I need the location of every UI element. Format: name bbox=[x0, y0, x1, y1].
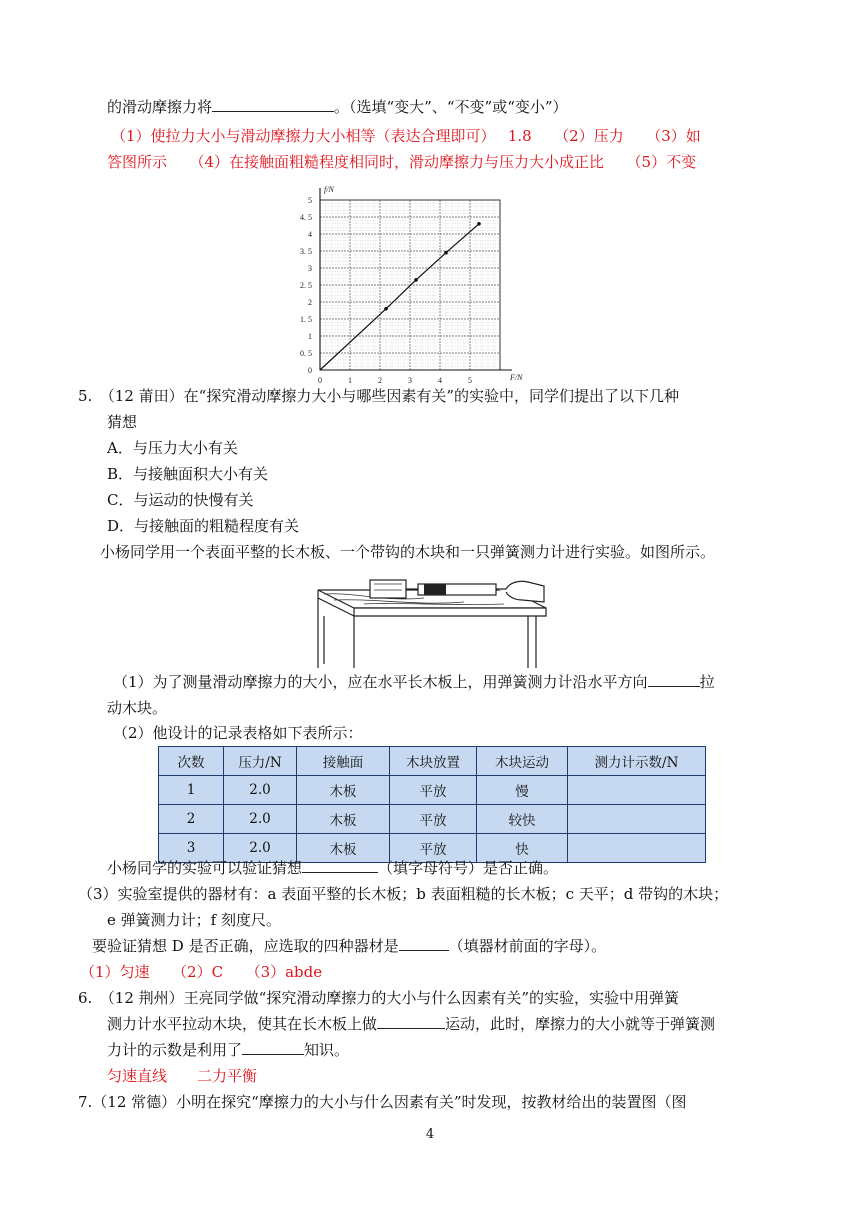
table-header-cell: 次数 bbox=[159, 747, 224, 776]
x-tick-label: 2 bbox=[378, 376, 382, 385]
q5-answer: （1）匀速 （2）C （3）abde bbox=[80, 963, 323, 981]
table-cell: 平放 bbox=[390, 805, 477, 834]
table-header-cell: 木块运动 bbox=[477, 747, 568, 776]
table-cell: 2.0 bbox=[224, 805, 297, 834]
q7-line-1: 7.（12 常德）小明在探究“摩擦力的大小与什么因素有关”时发现，按教材给出的装置图（图 bbox=[78, 1093, 687, 1111]
y-tick-label: 3. 5 bbox=[300, 247, 312, 256]
table-cell-empty[interactable] bbox=[568, 834, 706, 863]
table-cell: 2.0 bbox=[224, 834, 297, 863]
q6-line-3 bbox=[107, 1040, 349, 1060]
apparatus-illustration bbox=[314, 576, 548, 668]
table-cell: 平放 bbox=[390, 834, 477, 863]
y-tick-label: 1. 5 bbox=[300, 315, 312, 324]
table-cell: 快 bbox=[477, 834, 568, 863]
q5-option-d: D．与接触面的粗糙程度有关 bbox=[107, 517, 300, 535]
friction-chart bbox=[276, 178, 526, 388]
x-tick-label: 0 bbox=[318, 376, 322, 385]
q6-text-a: 测力计水平拉动木块，使其在长木板上做 bbox=[107, 1015, 378, 1033]
data-point bbox=[444, 251, 448, 255]
q5-sub1-line-2: 动木块。 bbox=[107, 699, 168, 717]
table-header-row bbox=[159, 747, 706, 776]
x-axis-label: F/N bbox=[510, 373, 523, 382]
q6-line-1: 6. （12 荆州）王亮同学做“探究滑动摩擦力的大小与什么因素有关”的实验，实验中用弹簧 bbox=[78, 989, 680, 1007]
q5-stem-line-1: 5. （12 莆田）在“探究滑动摩擦力大小与哪些因素有关”的实验中，同学们提出了以下几种 bbox=[78, 387, 680, 405]
y-tick-label: 0. 5 bbox=[300, 349, 312, 358]
q5-verify-tail: （填字母符号）是否正确。 bbox=[378, 859, 559, 877]
y-tick-label: 1 bbox=[308, 332, 312, 341]
table-cell-empty[interactable] bbox=[568, 776, 706, 805]
y-tick-label: 3 bbox=[308, 264, 312, 273]
answer-blank[interactable] bbox=[377, 1014, 445, 1029]
table-cell: 2.0 bbox=[224, 776, 297, 805]
q4-answer-line-2: 答图所示 （4）在接触面粗糙程度相同时，滑动摩擦力与压力大小成正比 （5）不变 bbox=[107, 153, 697, 171]
q5-sub1-line-1 bbox=[113, 672, 715, 692]
q6-text-d: 知识。 bbox=[304, 1041, 350, 1059]
data-point bbox=[477, 222, 481, 226]
table-header-cell: 压力/N bbox=[224, 747, 297, 776]
q5-option-c: C．与运动的快慢有关 bbox=[107, 491, 254, 509]
y-axis-label: f/N bbox=[324, 185, 334, 194]
q5-sub3-text: 要验证猜想 D 是否正确，应选取的四种器材是 bbox=[92, 937, 399, 955]
table-cell: 木板 bbox=[297, 805, 390, 834]
q5-sub3-line-3 bbox=[92, 936, 606, 956]
table-header-cell: 测力计示数/N bbox=[568, 747, 706, 776]
q4-answer-line-1: （1）使拉力大小与滑动摩擦力大小相等（表达合理即可） 1.8 （2）压力 （3）如 bbox=[111, 127, 701, 145]
x-tick-label: 4 bbox=[438, 376, 442, 385]
record-table bbox=[158, 746, 706, 863]
q5-sub2-text: （2）他设计的记录表格如下表所示： bbox=[113, 724, 363, 742]
answer-blank[interactable] bbox=[399, 936, 449, 951]
data-point bbox=[384, 307, 388, 311]
q5-sub3-tail: （填器材前面的字母）。 bbox=[448, 937, 607, 955]
q5-sub1-tail: 拉 bbox=[699, 673, 715, 691]
answer-blank[interactable] bbox=[648, 672, 700, 687]
table-cell: 木板 bbox=[297, 776, 390, 805]
x-tick-label: 3 bbox=[408, 376, 412, 385]
table-cell: 慢 bbox=[477, 776, 568, 805]
y-tick-label: 0 bbox=[308, 366, 312, 375]
q4-options-text: 。（选填“变大”、“不变”或“变小”） bbox=[334, 98, 568, 116]
table-row bbox=[159, 805, 706, 834]
q5-setup-text: 小杨同学用一个表面平整的长木板、一个带钩的木块和一只弹簧测力计进行实验。如图所示。 bbox=[100, 543, 716, 561]
q6-text-c: 力计的示数是利用了 bbox=[107, 1041, 243, 1059]
table-header-cell: 木块放置 bbox=[390, 747, 477, 776]
q5-stem-line-2: 猜想 bbox=[107, 413, 138, 431]
q4-tail-line bbox=[107, 97, 568, 117]
table-cell: 2 bbox=[159, 805, 224, 834]
y-tick-label: 2 bbox=[308, 298, 312, 307]
y-tick-label: 4. 5 bbox=[300, 213, 312, 222]
answer-blank[interactable] bbox=[212, 97, 334, 112]
q6-line-2 bbox=[107, 1014, 715, 1034]
q6-answer: 匀速直线 二力平衡 bbox=[107, 1067, 258, 1085]
answer-blank[interactable] bbox=[242, 1040, 304, 1055]
table-cell: 较快 bbox=[477, 805, 568, 834]
table-cell: 1 bbox=[159, 776, 224, 805]
q5-sub1-text: （1）为了测量滑动摩擦力的大小，应在水平长木板上，用弹簧测力计沿水平方向 bbox=[113, 673, 648, 691]
q4-tail-text: 的滑动摩擦力将 bbox=[107, 98, 213, 116]
q5-sub3-line-2: e 弹簧测力计；f 刻度尺。 bbox=[107, 911, 281, 929]
y-tick-label: 5 bbox=[308, 196, 312, 205]
q5-verify-line bbox=[107, 858, 558, 878]
table-header-cell: 接触面 bbox=[297, 747, 390, 776]
data-point bbox=[414, 278, 418, 282]
q5-option-b: B．与接触面积大小有关 bbox=[107, 465, 269, 483]
q6-text-b: 运动，此时，摩擦力的大小就等于弹簧测 bbox=[445, 1015, 716, 1033]
y-tick-label: 4 bbox=[308, 230, 312, 239]
table-row bbox=[159, 776, 706, 805]
table-cell: 3 bbox=[159, 834, 224, 863]
page-number: 4 bbox=[425, 1127, 435, 1142]
q5-option-a: A．与压力大小有关 bbox=[107, 439, 238, 457]
table-cell: 平放 bbox=[390, 776, 477, 805]
q5-verify-text: 小杨同学的实验可以验证猜想 bbox=[107, 859, 303, 877]
table-cell-empty[interactable] bbox=[568, 805, 706, 834]
y-tick-label: 2. 5 bbox=[300, 281, 312, 290]
x-tick-label: 1 bbox=[348, 376, 352, 385]
table-cell: 木板 bbox=[297, 834, 390, 863]
x-tick-label: 5 bbox=[468, 376, 472, 385]
q5-sub3-line-1: （3）实验室提供的器材有：a 表面平整的长木板；b 表面粗糙的长木板；c 天平；d 带钩的木块； bbox=[78, 885, 729, 903]
answer-blank[interactable] bbox=[302, 858, 378, 873]
